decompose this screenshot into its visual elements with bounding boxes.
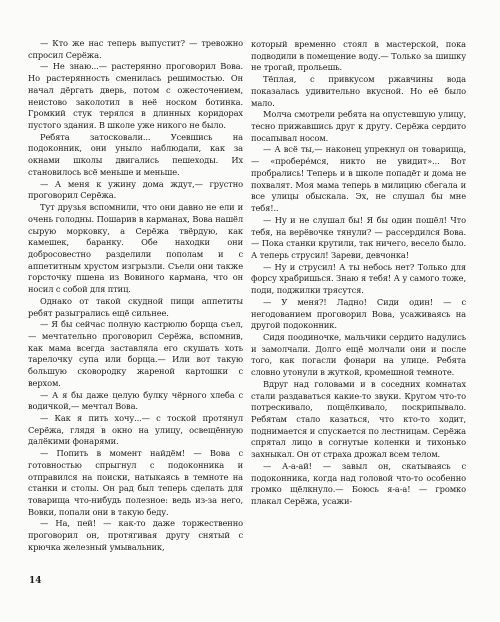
right-column <box>251 39 466 508</box>
paragraph: — На, пей! — как-то даже торжественно проговорил он, протягивая другу снятый с крючка железный умывальник, <box>28 518 243 552</box>
paragraph: — А меня к ужину дома ждут,— грустно проговорил Серёжа. <box>28 178 243 201</box>
paragraph: — Кто же нас теперь выпустит? — тревожно спросил Серёжа. <box>28 38 243 60</box>
paragraph: — Попить в момент найдём! — Вова с готовностью спрыгнул с подоконника и отправился на поиски, натыкаясь в темноте на станки и столы. Он рад был теперь сделать для товарища что-нибудь полезное: ведь из-за него, Вовки, попали они в такую беду. <box>28 448 243 517</box>
page-number: 14 <box>29 576 42 586</box>
paragraph: Однако от такой скудной пищи аппетиты ребят разыгрались ещё сильнее. <box>28 295 243 318</box>
left-column <box>28 38 243 554</box>
paragraph: Тут друзья вспомнили, что они давно не ели и очень голодны. Пошарив в карманах, Вова нашёл сырую морковку, а Серёжа твёрдую, как камешек, баранку. Обе находки они добросовестно разделили пополам и с аппетитным хрустом изгрызли. Съели они также горсточку пшена из Вовиного кармана, что он носил с собой для птиц. <box>28 202 243 295</box>
paragraph: — А я бы даже целую булку чёрного хлеба с водичкой,— мечтал Вова. <box>28 389 243 412</box>
paragraph: — Не знаю...— растерянно проговорил Вова. Но растерянность сменилась решимостью. Он начал дёргать дверь, потом с ожесточением, неистово заколотил в неё носком ботинка. Громкий стук терялся в длинных коридорах пустого здания. В школе уже никого не было. <box>28 61 243 131</box>
paragraph: Тёплая, с привкусом ржавчины вода показалась удивительно вкусной. Но её было мало. <box>251 74 466 108</box>
paragraph: Вдруг над головами и в соседних комнатах стали раздаваться какие-то звуки. Кругом что-то потрескивало, пощёлкивало, поскрипывало. Ребятам стало казаться, что кто-то ходит, поднимается и спускается по лестницам. Серёжа спрятал лицо в согнутые коленки и тихонько захныкал. Он от страха дрожал всем телом. <box>251 378 466 460</box>
paragraph: — Ну и струсил! А ты небось нет? Только для форсу храбришься. Знаю я тебя! А у самого тоже, поди, поджилки трясутся. <box>251 261 466 296</box>
paragraph: Сидя поодиночке, мальчики сердито надулись и замолчали. Долго ещё молчали они и после того, как погасли фонари на улице. Ребята словно утонули в жуткой, кромешной темноте. <box>251 331 466 378</box>
paragraph: который временно стоял в мастерской, пока подводили в помещение воду.— Только за шишку не трогай, прольешь. <box>251 39 466 73</box>
paragraph: Молча смотрели ребята на опустевшую улицу, тесно прижавшись друг к другу. Серёжа сердито посапывал носом. <box>251 109 466 143</box>
paragraph: — Я бы сейчас полную кастрюлю борща съел,— мечтательно проговорил Серёжа, вспомнив, как мама всегда заставляла его скушать хоть тарелочку супа или борща.— Или вот такую большую сковородку жареной картошки с верхом. <box>28 319 243 388</box>
paragraph: — А-а-ай! — завыл он, скатываясь с подоконника, когда над головой что-то особенно громко щёлкнуло.— Боюсь я-а-а! — громко плакал Серёжа, усажи- <box>251 460 466 507</box>
paragraph: — А всё ты,— наконец упрекнул он товарища,— «пробере́мся, никто не увидит»... Вот пробрались! Теперь и в школе попадёт и дома не похвалят. Моя мама теперь в милицию сбегала и все улицы обыскала. Эх, не слушал бы мне тебя!.. <box>251 144 466 214</box>
paragraph: — Как я пить хочу...— с тоской протянул Серёжа, глядя в окно на улицу, освещённую далёкими фонарями. <box>28 413 243 447</box>
paragraph: Ребята затосковали... Усевшись на подоконник, они уныло наблюдали, как за окнами школы двигались пешеходы. Их становилось всё меньше и меньше. <box>28 131 243 177</box>
paragraph: — Ну и не слушал бы! Я бы один пошёл! Что тебя, на верёвочке тянули? — рассердился Вова.— Пока станки крутили, так ничего, весело было. А теперь струсил! Зареви, девчонка! <box>251 214 466 260</box>
paragraph: — У меня?! Ладно! Сиди один! — с негодованием проговорил Вова, усаживаясь на другой подоконник. <box>251 296 466 331</box>
